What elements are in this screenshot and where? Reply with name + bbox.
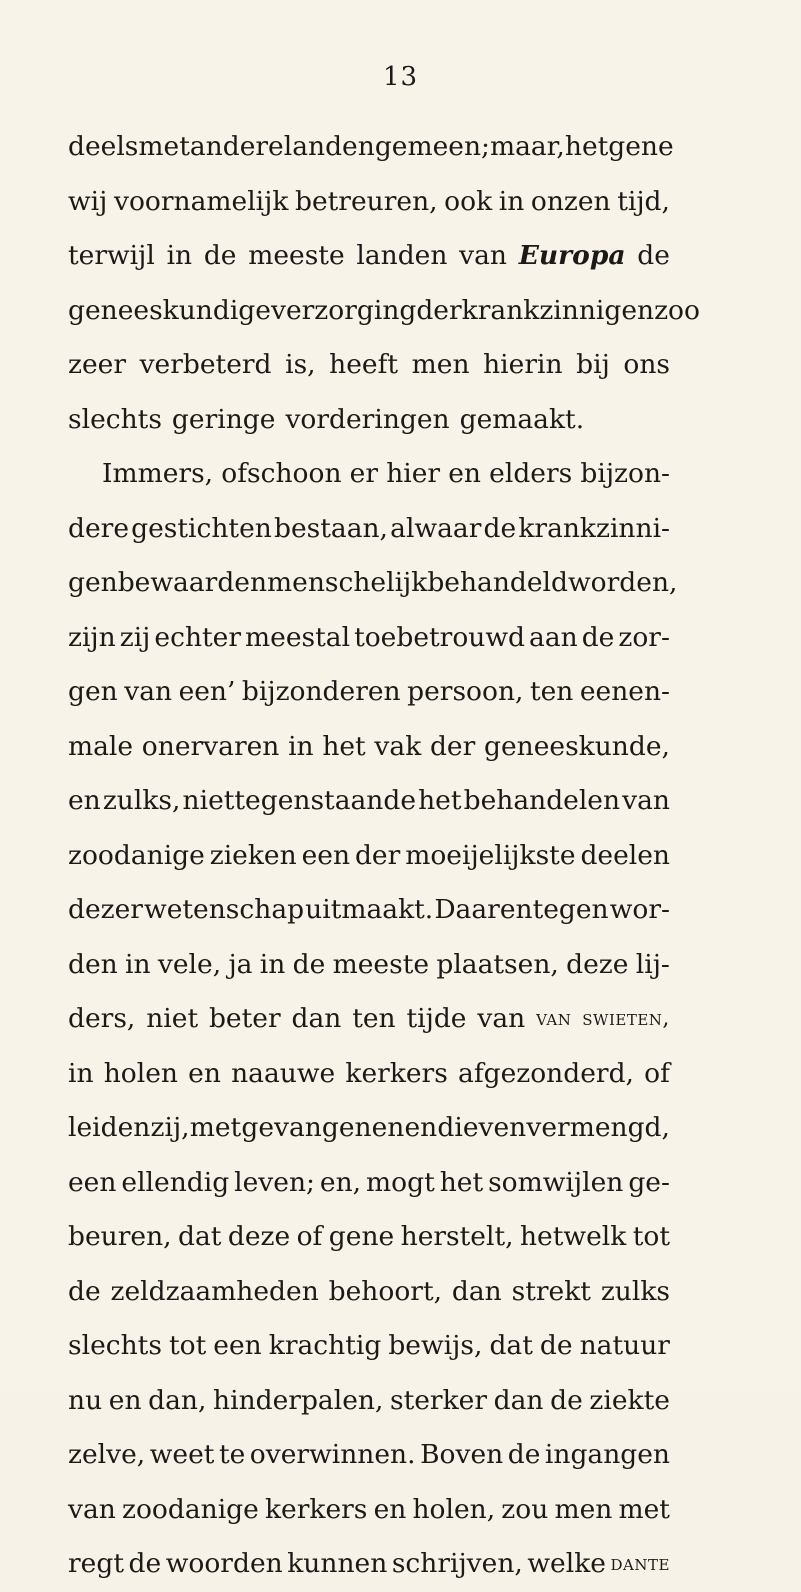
text-line bbox=[68, 774, 670, 829]
word: de bbox=[539, 1330, 573, 1361]
word: menschelijk bbox=[267, 567, 428, 598]
word: kerkers bbox=[345, 1057, 448, 1089]
word: tot bbox=[632, 1221, 670, 1252]
word: ons bbox=[623, 349, 670, 380]
word: den bbox=[68, 948, 118, 980]
word: niettegenstaande bbox=[182, 785, 417, 816]
word: krankzinni- bbox=[518, 512, 670, 544]
word: ge- bbox=[628, 1166, 670, 1198]
word: leven; bbox=[234, 1166, 315, 1198]
text-line bbox=[68, 1483, 670, 1538]
word: een bbox=[68, 1166, 117, 1198]
word: hetgene bbox=[564, 131, 674, 162]
word: meeste bbox=[332, 948, 430, 980]
word: onervaren bbox=[141, 730, 280, 762]
word: van bbox=[124, 676, 173, 707]
word: alwaar bbox=[390, 512, 482, 544]
word: beuren, bbox=[68, 1221, 172, 1252]
word: dat bbox=[489, 1330, 533, 1361]
word: met bbox=[138, 131, 190, 162]
word: hinderpalen, bbox=[213, 1384, 384, 1416]
text-line bbox=[68, 938, 670, 993]
word: gen bbox=[68, 676, 118, 707]
word: deze bbox=[227, 1221, 291, 1252]
word: bijzonderen bbox=[241, 676, 401, 707]
body-text bbox=[68, 120, 700, 1592]
word: mogt bbox=[366, 1166, 435, 1198]
text-line bbox=[68, 829, 670, 884]
word: Daarentegen bbox=[434, 894, 609, 925]
text-line bbox=[68, 720, 670, 775]
word: is, bbox=[285, 349, 316, 380]
word: verzorging bbox=[270, 294, 417, 326]
word: vermengd, bbox=[526, 1112, 670, 1143]
word: somwijlen bbox=[488, 1166, 624, 1198]
text-line bbox=[68, 120, 674, 175]
word: en bbox=[108, 1384, 142, 1416]
word: of bbox=[296, 1221, 323, 1252]
text-line bbox=[68, 1537, 670, 1592]
word: met bbox=[189, 1112, 242, 1143]
word: deelen bbox=[580, 839, 670, 871]
word: bijzon- bbox=[580, 458, 670, 489]
word: het bbox=[439, 1166, 484, 1198]
word: betreuren, bbox=[295, 185, 438, 217]
word: regt bbox=[68, 1548, 124, 1579]
word: ziekte bbox=[589, 1384, 670, 1416]
word: ten bbox=[352, 1003, 396, 1034]
word: weet bbox=[149, 1439, 215, 1470]
word: dan bbox=[493, 1384, 544, 1416]
text-line bbox=[68, 611, 670, 666]
word: en, bbox=[319, 1166, 362, 1198]
word: van bbox=[622, 785, 670, 816]
word: dere bbox=[68, 512, 129, 544]
word: leiden bbox=[68, 1112, 151, 1143]
text-line bbox=[68, 1319, 670, 1374]
word: strekt bbox=[511, 1275, 591, 1307]
word: deels bbox=[68, 131, 139, 162]
word: Europa bbox=[518, 240, 626, 271]
word: van bbox=[477, 1003, 526, 1034]
word: der bbox=[416, 294, 462, 326]
word: der bbox=[354, 839, 401, 871]
word: landen bbox=[283, 131, 375, 162]
word: zeldzaamheden bbox=[110, 1275, 319, 1307]
word: echter bbox=[154, 621, 242, 653]
word: de bbox=[483, 512, 517, 544]
word: de bbox=[128, 1548, 162, 1579]
word: plaatsen, bbox=[436, 948, 559, 980]
word: gemeen; bbox=[374, 131, 490, 162]
word: zoodanige bbox=[122, 1493, 259, 1525]
word: men bbox=[411, 349, 470, 380]
text-line bbox=[68, 992, 670, 1047]
text-line bbox=[68, 175, 670, 230]
word: in bbox=[125, 948, 151, 980]
word: gestichten bbox=[131, 512, 272, 544]
word: van bbox=[459, 240, 507, 271]
word: behoort, bbox=[328, 1275, 443, 1307]
word: dieven bbox=[437, 1112, 527, 1143]
word: een bbox=[213, 1330, 262, 1361]
word: herstelt, bbox=[400, 1221, 514, 1252]
word: Immers, bbox=[102, 458, 214, 489]
word: zoodanige bbox=[68, 839, 205, 871]
word: welke bbox=[527, 1548, 606, 1579]
word: onzen bbox=[530, 185, 611, 217]
word: vorderingen bbox=[285, 403, 450, 435]
word: hierin bbox=[483, 349, 563, 380]
word: geneeskundige bbox=[68, 294, 271, 326]
word: in bbox=[288, 730, 314, 762]
word: slechts bbox=[68, 1330, 162, 1361]
word: bewaard bbox=[117, 567, 235, 598]
word: gevangenen bbox=[241, 1112, 405, 1143]
word: een’ bbox=[178, 676, 236, 707]
word: behandelen bbox=[463, 785, 621, 816]
word: dan, bbox=[148, 1384, 207, 1416]
word: meeste bbox=[248, 240, 345, 271]
text-line bbox=[68, 1428, 670, 1483]
word: met bbox=[618, 1493, 670, 1525]
word: bestaan, bbox=[274, 512, 388, 544]
word: krankzinnigen bbox=[461, 294, 655, 326]
word: en bbox=[68, 785, 101, 816]
word: van bbox=[536, 1006, 572, 1031]
word: nu bbox=[68, 1384, 103, 1416]
word: naauwe bbox=[231, 1057, 336, 1089]
word: beter bbox=[208, 1003, 281, 1034]
word: zeer bbox=[68, 349, 126, 380]
word: in bbox=[498, 185, 525, 217]
word: voornamelijk bbox=[113, 185, 289, 217]
word: elders bbox=[489, 458, 573, 489]
word: zor- bbox=[618, 621, 670, 653]
word: hetwelk bbox=[519, 1221, 627, 1252]
word: en bbox=[448, 458, 481, 489]
word: zulks bbox=[600, 1275, 670, 1307]
word: Boven bbox=[420, 1439, 504, 1470]
word: gene bbox=[328, 1221, 395, 1252]
text-line bbox=[68, 1210, 670, 1265]
word: en bbox=[404, 1112, 438, 1143]
word: de bbox=[68, 1275, 101, 1307]
text-line bbox=[68, 1374, 670, 1429]
word: gen bbox=[68, 567, 118, 598]
word: ja bbox=[228, 948, 253, 980]
word: meestal bbox=[245, 621, 351, 653]
word: gemaakt. bbox=[459, 403, 585, 435]
word: van bbox=[68, 1493, 116, 1525]
word: de bbox=[637, 240, 670, 271]
text-line bbox=[68, 393, 670, 448]
word: het bbox=[418, 785, 462, 816]
word: in bbox=[166, 240, 193, 271]
word: behandeld bbox=[427, 567, 568, 598]
word: holen bbox=[103, 1057, 178, 1089]
word: zij bbox=[119, 621, 151, 653]
word: zulks, bbox=[102, 785, 181, 816]
word: zou bbox=[501, 1493, 549, 1525]
word: ofschoon bbox=[221, 458, 342, 489]
text-line bbox=[68, 1047, 670, 1102]
word: de bbox=[292, 948, 326, 980]
word: de bbox=[203, 240, 237, 271]
word: hier bbox=[386, 458, 441, 489]
word: ellendig bbox=[121, 1166, 230, 1198]
word: male bbox=[68, 730, 134, 762]
word: tijde bbox=[406, 1003, 467, 1034]
word: zijn bbox=[68, 621, 116, 653]
word: landen bbox=[356, 240, 448, 271]
word: zelve, bbox=[68, 1439, 146, 1470]
word: worden, bbox=[568, 567, 678, 598]
word: maar, bbox=[489, 131, 565, 162]
word: zij, bbox=[150, 1112, 190, 1143]
word: dan bbox=[451, 1275, 502, 1307]
word: wetenschap bbox=[144, 894, 305, 925]
word: ten bbox=[529, 676, 574, 707]
text-line bbox=[68, 447, 670, 502]
word: deze bbox=[566, 948, 629, 980]
text-line bbox=[68, 502, 670, 557]
word: zoo bbox=[654, 294, 700, 326]
word: geneeskunde, bbox=[483, 730, 670, 762]
word: holen, bbox=[412, 1493, 496, 1525]
word: persoon, bbox=[407, 676, 524, 707]
word: en bbox=[188, 1057, 221, 1089]
word: tot bbox=[168, 1330, 207, 1361]
text-line bbox=[68, 229, 670, 284]
word: te bbox=[218, 1439, 246, 1470]
word: moeijelijkste bbox=[405, 839, 576, 871]
word: wij bbox=[68, 185, 108, 217]
word: eenen- bbox=[579, 676, 670, 707]
word: in bbox=[68, 1057, 94, 1089]
word: afgezonderd, bbox=[458, 1057, 634, 1089]
text-line bbox=[68, 338, 670, 393]
word: ingangen bbox=[544, 1439, 670, 1470]
word: de bbox=[507, 1439, 541, 1470]
word: en bbox=[234, 567, 268, 598]
word: niet bbox=[146, 1003, 199, 1034]
word: en bbox=[373, 1493, 407, 1525]
text-line bbox=[68, 1265, 670, 1320]
word: de bbox=[550, 1384, 583, 1416]
word: ders, bbox=[68, 1003, 136, 1034]
word: ook bbox=[444, 185, 493, 217]
word: heeft bbox=[329, 349, 399, 380]
word: aan bbox=[529, 621, 578, 653]
word: het bbox=[322, 730, 366, 762]
word: een bbox=[301, 839, 351, 871]
word: tijd, bbox=[617, 185, 670, 217]
word: er bbox=[349, 458, 379, 489]
word: kunnen bbox=[287, 1548, 388, 1579]
word: bij bbox=[576, 349, 610, 380]
word: andere bbox=[189, 131, 284, 162]
word: lij- bbox=[635, 948, 670, 980]
word: swieten, bbox=[582, 1006, 670, 1031]
word: dezer bbox=[68, 894, 143, 925]
word: zieken bbox=[209, 839, 297, 871]
word: de bbox=[581, 621, 615, 653]
word: natuur bbox=[579, 1330, 670, 1361]
word: woorden bbox=[165, 1548, 283, 1579]
word: toebetrouwd bbox=[354, 621, 525, 653]
word: verbeterd bbox=[139, 349, 272, 380]
text-line bbox=[68, 556, 678, 611]
word: vele, bbox=[157, 948, 222, 980]
word: geringe bbox=[171, 403, 276, 435]
word: terwijl bbox=[68, 240, 155, 271]
word: schrijven, bbox=[391, 1548, 523, 1579]
word: dat bbox=[178, 1221, 222, 1252]
page-number: 13 bbox=[382, 62, 419, 92]
word: slechts bbox=[68, 403, 162, 435]
word: bewijs, bbox=[388, 1330, 483, 1361]
word: kerkers bbox=[264, 1493, 368, 1525]
word: men bbox=[554, 1493, 613, 1525]
word: dante bbox=[610, 1551, 670, 1576]
word: uitmaakt. bbox=[305, 894, 434, 925]
text-line bbox=[68, 883, 670, 938]
text-line bbox=[68, 284, 700, 339]
text-line bbox=[68, 665, 670, 720]
word: in bbox=[259, 948, 286, 980]
word: der bbox=[429, 730, 476, 762]
word: dan bbox=[291, 1003, 342, 1034]
text-line bbox=[68, 1156, 670, 1211]
word: sterker bbox=[390, 1384, 488, 1416]
word: krachtig bbox=[268, 1330, 382, 1361]
word: vak bbox=[374, 730, 422, 762]
text-line bbox=[68, 1101, 670, 1156]
word: overwinnen. bbox=[249, 1439, 416, 1470]
word: of bbox=[644, 1057, 670, 1089]
word: wor- bbox=[609, 894, 670, 925]
